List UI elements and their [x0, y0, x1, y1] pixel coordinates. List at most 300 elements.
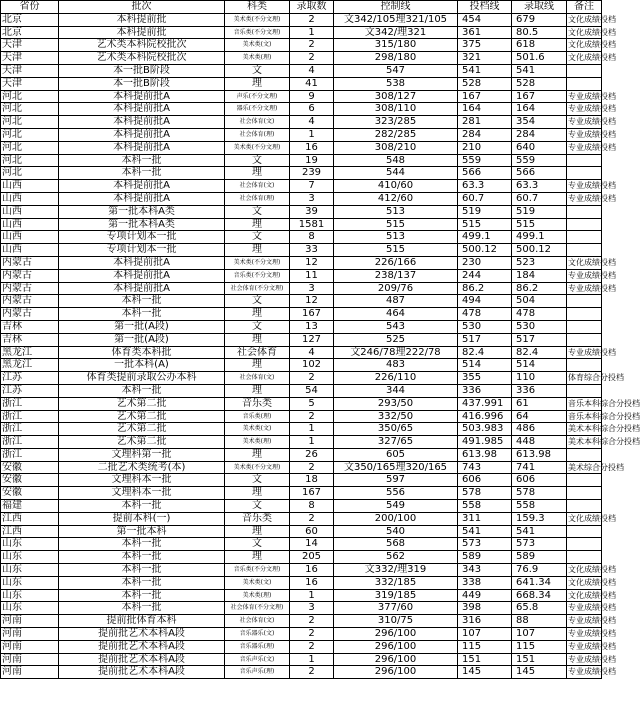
cell-category: 美术类(不分文理): [225, 461, 290, 474]
cell-province: 河北: [1, 154, 59, 167]
cell-batch: 本科一批: [59, 308, 225, 321]
cell-note: 美术本科综合分投档: [567, 423, 602, 436]
cell-admission-line: 606: [512, 474, 567, 487]
cell-batch: 本科一批: [59, 154, 225, 167]
cell-province: 天津: [1, 77, 59, 90]
cell-count: 1: [290, 436, 334, 449]
cell-province: 浙江: [1, 423, 59, 436]
table-row: [1, 244, 602, 257]
cell-control-line: 544: [334, 167, 458, 180]
cell-filing-line: 82.4: [458, 346, 512, 359]
cell-count: 8: [290, 231, 334, 244]
table-row: [1, 436, 602, 449]
cell-category: 理: [225, 167, 290, 180]
cell-province: 内蒙古: [1, 256, 59, 269]
cell-admission-line: 64: [512, 410, 567, 423]
cell-category: 音乐类: [225, 397, 290, 410]
cell-control-line: 525: [334, 333, 458, 346]
cell-count: 239: [290, 167, 334, 180]
cell-category: 理: [225, 308, 290, 321]
cell-filing-line: 478: [458, 308, 512, 321]
cell-filing-line: 316: [458, 615, 512, 628]
cell-count: 205: [290, 551, 334, 564]
cell-category: 理: [225, 384, 290, 397]
cell-admission-line: 336: [512, 384, 567, 397]
table-row: [1, 90, 602, 103]
cell-category: 社会体育(不分文理): [225, 282, 290, 295]
header-batch: 批次: [59, 1, 225, 14]
cell-batch: 艺术第二批: [59, 423, 225, 436]
table-row: [1, 372, 602, 385]
cell-province: 江苏: [1, 384, 59, 397]
table-header-row: [1, 1, 602, 14]
cell-province: 福建: [1, 500, 59, 513]
cell-note: 美术本科综合分投档: [567, 436, 602, 449]
table-row: [1, 128, 602, 141]
cell-filing-line: 530: [458, 320, 512, 333]
cell-filing-line: 167: [458, 90, 512, 103]
cell-count: 12: [290, 295, 334, 308]
cell-batch: 专项计划本一批: [59, 244, 225, 257]
table-row: [1, 333, 602, 346]
header-control-line: 控制线: [334, 1, 458, 14]
cell-count: 102: [290, 359, 334, 372]
cell-province: 山西: [1, 244, 59, 257]
cell-batch: 专项计划本一批: [59, 231, 225, 244]
cell-control-line: 513: [334, 205, 458, 218]
table-row: [1, 653, 602, 666]
cell-category: 社会体育(不分文理): [225, 602, 290, 615]
cell-note: 文化成绩投档: [567, 52, 602, 65]
cell-filing-line: 519: [458, 205, 512, 218]
header-note: 备注: [567, 1, 602, 14]
cell-count: 4: [290, 116, 334, 129]
cell-admission-line: 63.3: [512, 180, 567, 193]
cell-batch: 本科提前批A: [59, 256, 225, 269]
cell-admission-line: 541: [512, 525, 567, 538]
cell-count: 127: [290, 333, 334, 346]
cell-count: 6: [290, 103, 334, 116]
cell-province: 吉林: [1, 320, 59, 333]
cell-batch: 提前批艺术本科A段: [59, 666, 225, 679]
table-row: [1, 295, 602, 308]
cell-admission-line: 618: [512, 39, 567, 52]
table-row: [1, 628, 602, 641]
cell-province: 安徽: [1, 487, 59, 500]
table-row: [1, 52, 602, 65]
cell-count: 16: [290, 141, 334, 154]
cell-admission-line: 679: [512, 13, 567, 26]
cell-filing-line: 491.985: [458, 436, 512, 449]
cell-filing-line: 566: [458, 167, 512, 180]
cell-count: 7: [290, 180, 334, 193]
table-row: [1, 640, 602, 653]
cell-control-line: 515: [334, 218, 458, 231]
cell-province: 内蒙古: [1, 295, 59, 308]
table-row: [1, 256, 602, 269]
cell-batch: 本科提前批A: [59, 180, 225, 193]
cell-category: 音乐器乐(理): [225, 640, 290, 653]
cell-batch: 本科提前批A: [59, 269, 225, 282]
cell-count: 8: [290, 500, 334, 513]
cell-batch: 艺术第二批: [59, 397, 225, 410]
table-row: [1, 512, 602, 525]
cell-control-line: 298/180: [334, 52, 458, 65]
table-row: [1, 64, 602, 77]
cell-category: 文: [225, 295, 290, 308]
cell-category: 音乐类: [225, 512, 290, 525]
cell-note: 文化成绩投档: [567, 564, 602, 577]
cell-category: 音乐类(不分文理): [225, 269, 290, 282]
cell-note: 文化成绩投档: [567, 512, 602, 525]
cell-control-line: 文342/105理321/105: [334, 13, 458, 26]
cell-note: [567, 77, 602, 90]
cell-count: 1: [290, 423, 334, 436]
cell-province: 河北: [1, 116, 59, 129]
cell-admission-line: 558: [512, 500, 567, 513]
cell-count: 18: [290, 474, 334, 487]
cell-control-line: 548: [334, 154, 458, 167]
cell-batch: 本科一批: [59, 500, 225, 513]
cell-note: [567, 64, 602, 77]
cell-admission-line: 573: [512, 538, 567, 551]
table-row: [1, 500, 602, 513]
cell-control-line: 344: [334, 384, 458, 397]
cell-filing-line: 86.2: [458, 282, 512, 295]
cell-note: 专业成绩投档: [567, 141, 602, 154]
cell-batch: 本科一批: [59, 167, 225, 180]
cell-control-line: 556: [334, 487, 458, 500]
cell-filing-line: 437.991: [458, 397, 512, 410]
cell-note: [567, 448, 602, 461]
cell-control-line: 332/185: [334, 576, 458, 589]
cell-province: 山东: [1, 602, 59, 615]
cell-admission-line: 354: [512, 116, 567, 129]
table-row: [1, 154, 602, 167]
cell-note: [567, 384, 602, 397]
cell-category: 理: [225, 551, 290, 564]
cell-admission-line: 478: [512, 308, 567, 321]
cell-batch: 本科一批: [59, 295, 225, 308]
table-row: [1, 308, 602, 321]
cell-note: [567, 474, 602, 487]
cell-note: [567, 295, 602, 308]
cell-category: 社会体育(文): [225, 615, 290, 628]
cell-filing-line: 558: [458, 500, 512, 513]
cell-note: 文化成绩投档: [567, 256, 602, 269]
cell-count: 167: [290, 487, 334, 500]
cell-note: [567, 525, 602, 538]
cell-count: 39: [290, 205, 334, 218]
cell-note: [567, 500, 602, 513]
cell-category: 社会体育(理): [225, 192, 290, 205]
cell-count: 3: [290, 282, 334, 295]
cell-control-line: 549: [334, 500, 458, 513]
cell-filing-line: 311: [458, 512, 512, 525]
cell-count: 1: [290, 653, 334, 666]
cell-batch: 二批艺术类统考(本): [59, 461, 225, 474]
table-row: [1, 551, 602, 564]
cell-count: 2: [290, 461, 334, 474]
cell-filing-line: 416.996: [458, 410, 512, 423]
table-row: [1, 192, 602, 205]
cell-category: 音乐声乐(文): [225, 653, 290, 666]
cell-admission-line: 519: [512, 205, 567, 218]
cell-note: 体育综合分投档: [567, 372, 602, 385]
cell-province: 山西: [1, 180, 59, 193]
cell-province: 山东: [1, 589, 59, 602]
cell-note: [567, 320, 602, 333]
cell-admission-line: 107: [512, 628, 567, 641]
cell-filing-line: 151: [458, 653, 512, 666]
cell-batch: 本科提前批A: [59, 90, 225, 103]
cell-count: 167: [290, 308, 334, 321]
cell-batch: 本科提前批A: [59, 282, 225, 295]
cell-filing-line: 63.3: [458, 180, 512, 193]
table-row: [1, 231, 602, 244]
cell-category: 美术类(理): [225, 436, 290, 449]
table-row: [1, 525, 602, 538]
cell-filing-line: 343: [458, 564, 512, 577]
cell-filing-line: 573: [458, 538, 512, 551]
cell-control-line: 568: [334, 538, 458, 551]
cell-batch: 体育类提前录取公办本科: [59, 372, 225, 385]
cell-province: 内蒙古: [1, 308, 59, 321]
cell-control-line: 538: [334, 77, 458, 90]
cell-batch: 提前批艺术本科A段: [59, 653, 225, 666]
cell-admission-line: 65.8: [512, 602, 567, 615]
cell-note: 专业成绩投档: [567, 602, 602, 615]
cell-province: 河北: [1, 103, 59, 116]
cell-filing-line: 284: [458, 128, 512, 141]
table-row: [1, 666, 602, 679]
cell-control-line: 513: [334, 231, 458, 244]
cell-province: 河南: [1, 640, 59, 653]
table-row: [1, 461, 602, 474]
cell-category: 音乐器乐(文): [225, 628, 290, 641]
cell-note: [567, 244, 602, 257]
cell-control-line: 296/100: [334, 653, 458, 666]
cell-control-line: 464: [334, 308, 458, 321]
cell-filing-line: 578: [458, 487, 512, 500]
cell-category: 文: [225, 474, 290, 487]
cell-province: 天津: [1, 39, 59, 52]
cell-province: 浙江: [1, 436, 59, 449]
cell-filing-line: 541: [458, 525, 512, 538]
cell-filing-line: 60.7: [458, 192, 512, 205]
cell-batch: 文理科第一批: [59, 448, 225, 461]
cell-filing-line: 541: [458, 64, 512, 77]
cell-note: [567, 205, 602, 218]
cell-note: [567, 154, 602, 167]
cell-admission-line: 517: [512, 333, 567, 346]
cell-note: [567, 538, 602, 551]
cell-control-line: 296/100: [334, 628, 458, 641]
cell-province: 北京: [1, 13, 59, 26]
header-province: 省份: [1, 1, 59, 14]
cell-control-line: 515: [334, 244, 458, 257]
cell-filing-line: 145: [458, 666, 512, 679]
cell-admission-line: 541: [512, 64, 567, 77]
cell-admission-line: 613.98: [512, 448, 567, 461]
cell-count: 2: [290, 13, 334, 26]
cell-note: 专业成绩投档: [567, 116, 602, 129]
cell-control-line: 412/60: [334, 192, 458, 205]
cell-filing-line: 115: [458, 640, 512, 653]
cell-filing-line: 559: [458, 154, 512, 167]
cell-category: 美术类(不分文理): [225, 256, 290, 269]
cell-category: 社会体育(文): [225, 180, 290, 193]
cell-batch: 艺术类本科院校批次: [59, 39, 225, 52]
cell-control-line: 293/50: [334, 397, 458, 410]
cell-note: 专业成绩投档: [567, 192, 602, 205]
cell-province: 安徽: [1, 474, 59, 487]
cell-note: 专业成绩投档: [567, 269, 602, 282]
cell-count: 16: [290, 564, 334, 577]
cell-control-line: 483: [334, 359, 458, 372]
cell-batch: 本科一批: [59, 551, 225, 564]
cell-control-line: 308/127: [334, 90, 458, 103]
cell-category: 社会体育(理): [225, 128, 290, 141]
cell-control-line: 226/166: [334, 256, 458, 269]
cell-batch: 第一批(A段): [59, 320, 225, 333]
cell-batch: 本科提前批A: [59, 141, 225, 154]
cell-admission-line: 88: [512, 615, 567, 628]
table-row: [1, 13, 602, 26]
cell-admission-line: 528: [512, 77, 567, 90]
cell-category: 文: [225, 500, 290, 513]
table-row: [1, 448, 602, 461]
cell-category: 理: [225, 244, 290, 257]
cell-batch: 艺术第二批: [59, 410, 225, 423]
table-row: [1, 218, 602, 231]
cell-category: 美术类(不分文理): [225, 141, 290, 154]
cell-admission-line: 500.12: [512, 244, 567, 257]
cell-control-line: 238/137: [334, 269, 458, 282]
cell-province: 天津: [1, 52, 59, 65]
cell-batch: 本科提前批A: [59, 103, 225, 116]
cell-count: 1: [290, 128, 334, 141]
cell-admission-line: 741: [512, 461, 567, 474]
table-row: [1, 39, 602, 52]
cell-batch: 本一批B阶段: [59, 64, 225, 77]
cell-count: 1: [290, 26, 334, 39]
cell-note: [567, 333, 602, 346]
cell-note: 音乐本科综合分投档: [567, 397, 602, 410]
cell-control-line: 332/50: [334, 410, 458, 423]
cell-admission-line: 589: [512, 551, 567, 564]
cell-province: 山西: [1, 205, 59, 218]
cell-admission-line: 284: [512, 128, 567, 141]
cell-note: [567, 218, 602, 231]
cell-province: 山东: [1, 576, 59, 589]
cell-count: 2: [290, 628, 334, 641]
cell-category: 美术类(理): [225, 52, 290, 65]
cell-note: [567, 167, 602, 180]
cell-batch: 第一批本科A类: [59, 218, 225, 231]
table-row: [1, 576, 602, 589]
cell-province: 河南: [1, 666, 59, 679]
cell-category: 理: [225, 359, 290, 372]
cell-note: 专业成绩投档: [567, 615, 602, 628]
cell-filing-line: 500.12: [458, 244, 512, 257]
cell-note: 专业成绩投档: [567, 346, 602, 359]
cell-control-line: 文332/理319: [334, 564, 458, 577]
cell-admission-line: 167: [512, 90, 567, 103]
cell-note: 专业成绩投档: [567, 653, 602, 666]
cell-note: [567, 231, 602, 244]
table-row: [1, 346, 602, 359]
cell-note: 专业成绩投档: [567, 90, 602, 103]
cell-admission-line: 61: [512, 397, 567, 410]
cell-province: 河北: [1, 141, 59, 154]
table-row: [1, 180, 602, 193]
header-admission-line: 录取线: [512, 1, 567, 14]
cell-admission-line: 530: [512, 320, 567, 333]
cell-category: 音乐类(不分文理): [225, 564, 290, 577]
cell-admission-line: 115: [512, 640, 567, 653]
cell-count: 60: [290, 525, 334, 538]
cell-batch: 提前批艺术本科A段: [59, 628, 225, 641]
cell-filing-line: 589: [458, 551, 512, 564]
table-row: [1, 602, 602, 615]
cell-province: 吉林: [1, 333, 59, 346]
table-row: [1, 474, 602, 487]
cell-admission-line: 60.7: [512, 192, 567, 205]
table-row: [1, 269, 602, 282]
cell-admission-line: 515: [512, 218, 567, 231]
cell-note: 文化成绩投档: [567, 589, 602, 602]
cell-count: 19: [290, 154, 334, 167]
cell-filing-line: 321: [458, 52, 512, 65]
cell-province: 内蒙古: [1, 269, 59, 282]
cell-filing-line: 743: [458, 461, 512, 474]
table-row: [1, 167, 602, 180]
cell-filing-line: 515: [458, 218, 512, 231]
cell-control-line: 377/60: [334, 602, 458, 615]
cell-count: 16: [290, 576, 334, 589]
cell-category: 器乐(不分文理): [225, 103, 290, 116]
cell-admission-line: 82.4: [512, 346, 567, 359]
cell-province: 河北: [1, 167, 59, 180]
cell-batch: 第一批本科A类: [59, 205, 225, 218]
cell-control-line: 597: [334, 474, 458, 487]
cell-note: [567, 551, 602, 564]
cell-note: 文化成绩投档: [567, 576, 602, 589]
header-filing-line: 投档线: [458, 1, 512, 14]
table-row: [1, 410, 602, 423]
cell-count: 2: [290, 666, 334, 679]
cell-note: [567, 487, 602, 500]
cell-filing-line: 164: [458, 103, 512, 116]
cell-batch: 文理科本一批: [59, 487, 225, 500]
cell-count: 2: [290, 372, 334, 385]
cell-admission-line: 514: [512, 359, 567, 372]
cell-filing-line: 336: [458, 384, 512, 397]
cell-count: 2: [290, 52, 334, 65]
cell-filing-line: 361: [458, 26, 512, 39]
cell-count: 3: [290, 602, 334, 615]
cell-admission-line: 145: [512, 666, 567, 679]
cell-filing-line: 398: [458, 602, 512, 615]
cell-admission-line: 641.34: [512, 576, 567, 589]
cell-note: 文化成绩投档: [567, 13, 602, 26]
cell-filing-line: 606: [458, 474, 512, 487]
cell-admission-line: 486: [512, 423, 567, 436]
cell-control-line: 200/100: [334, 512, 458, 525]
cell-category: 音乐声乐(理): [225, 666, 290, 679]
cell-province: 浙江: [1, 448, 59, 461]
